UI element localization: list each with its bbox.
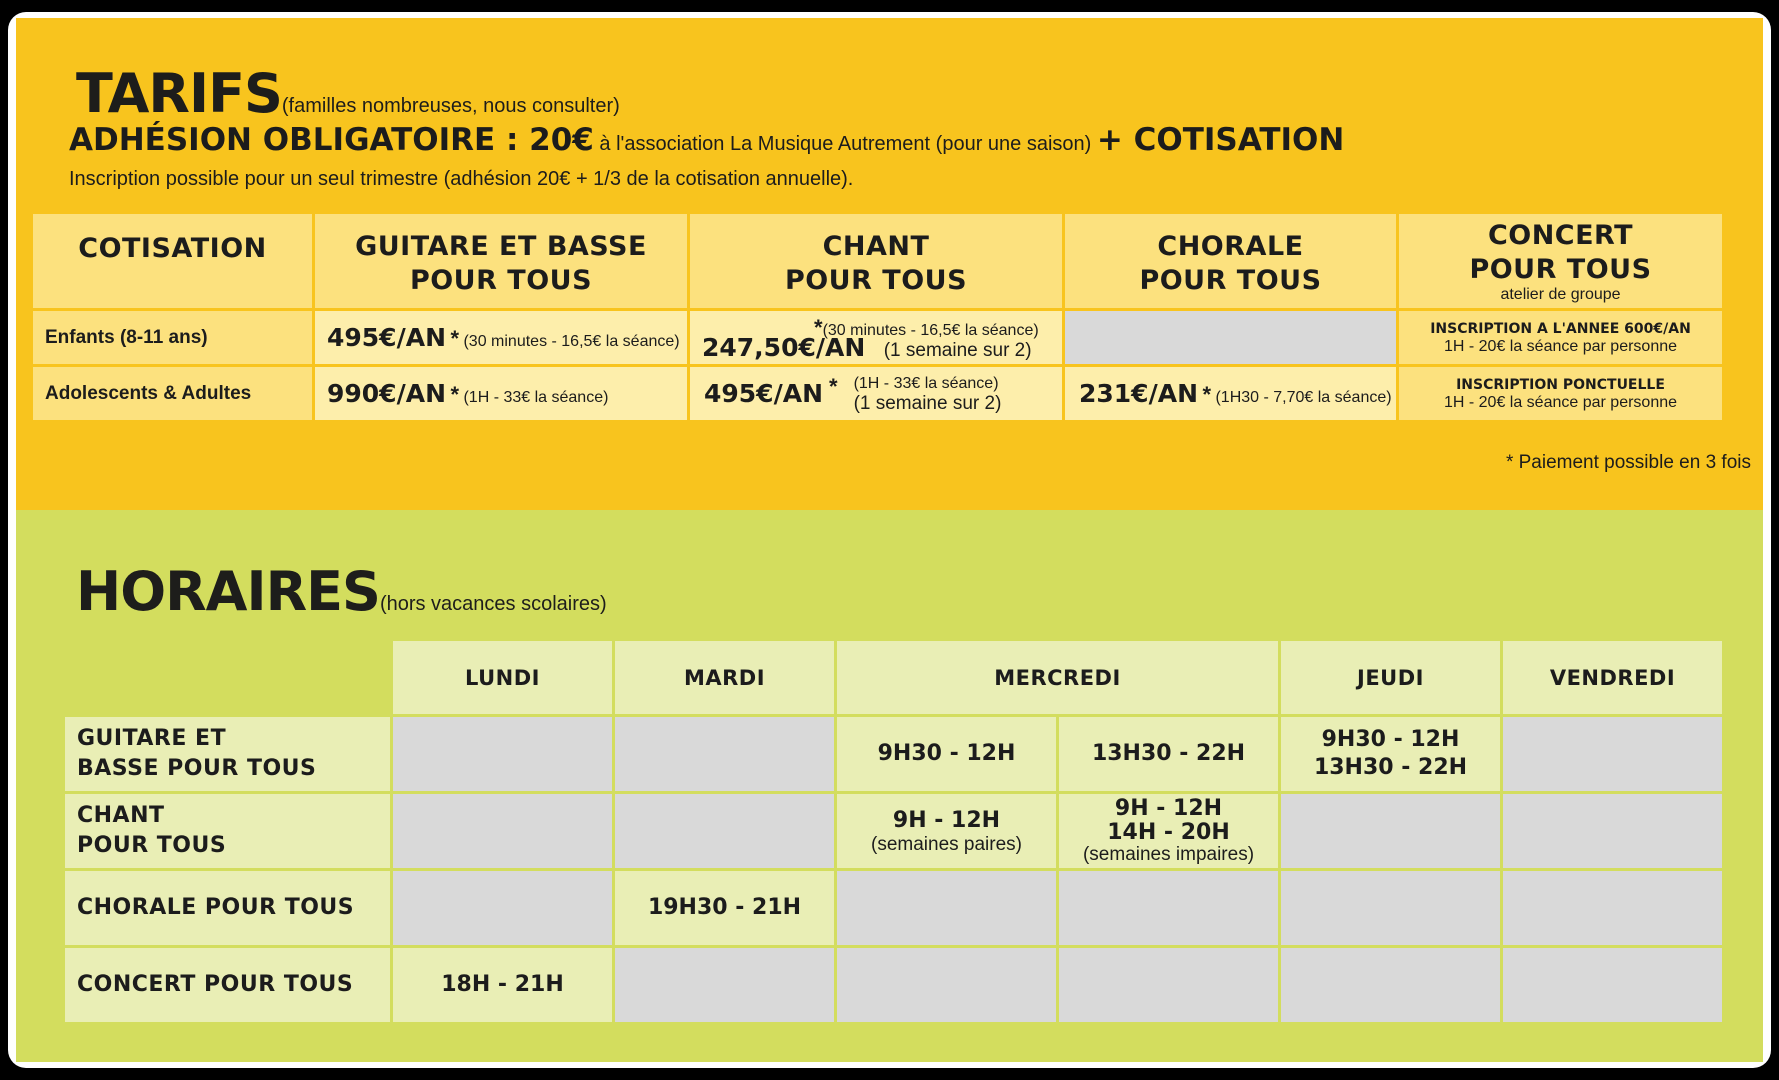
header-chorale-l2: POUR TOUS bbox=[1139, 265, 1322, 296]
horaires-row-chorale bbox=[64, 870, 1724, 947]
row-guitare-label bbox=[64, 716, 392, 793]
adultes-chorale bbox=[1064, 366, 1398, 422]
guitare-mercredi-2: 13H30 - 22H bbox=[1058, 716, 1280, 793]
enfants-chant-star: * bbox=[814, 315, 823, 340]
adultes-concert bbox=[1398, 366, 1724, 422]
guitare-mercredi-1: 9H30 - 12H bbox=[836, 716, 1058, 793]
header-guitare bbox=[314, 213, 689, 310]
enfants-chorale-empty bbox=[1064, 310, 1398, 366]
enfants-chant-unit: /AN bbox=[815, 333, 866, 362]
header-guitare-l1: GUITARE ET BASSE bbox=[355, 231, 647, 262]
chorale-mercredi-2 bbox=[1058, 870, 1280, 947]
row-adultes-label: Adolescents & Adultes bbox=[32, 366, 314, 422]
guitare-vendredi bbox=[1502, 716, 1724, 793]
day-mardi: MARDI bbox=[614, 640, 836, 716]
tarifs-table bbox=[30, 211, 1725, 423]
concert-ponctuelle-label: INSCRIPTION PONCTUELLE bbox=[1456, 376, 1665, 393]
guitare-lundi bbox=[392, 716, 614, 793]
adultes-guitare-unit: /AN bbox=[396, 379, 446, 408]
day-vendredi: VENDREDI bbox=[1502, 640, 1724, 716]
adultes-guitare-price: 990€ bbox=[327, 379, 397, 408]
header-chant-l2: POUR TOUS bbox=[784, 265, 968, 296]
adultes-guitare bbox=[314, 366, 689, 422]
horaires-row-guitare bbox=[64, 716, 1724, 793]
day-lundi: LUNDI bbox=[392, 640, 614, 716]
day-mercredi: MERCREDI bbox=[836, 640, 1280, 716]
adhesion-text: à l'association La Musique Autrement (pour une saison) bbox=[593, 133, 1097, 155]
concert-lundi: 18H - 21H bbox=[392, 947, 614, 1024]
enfants-guitare-unit: /AN bbox=[396, 323, 446, 352]
guitare-jeudi-l2: 13H30 - 22H bbox=[1313, 755, 1468, 780]
row-chant-label bbox=[64, 793, 392, 870]
adultes-chorale-detail: (1H30 - 7,70€ la séance) bbox=[1215, 389, 1392, 406]
header-concert bbox=[1398, 213, 1724, 310]
row-guitare-label-l1: GUITARE ET bbox=[77, 726, 227, 751]
chant-jeudi bbox=[1280, 793, 1502, 870]
header-chant bbox=[689, 213, 1064, 310]
horaires-title-note: (hors vacances scolaires) bbox=[379, 593, 607, 615]
concert-annee-label: INSCRIPTION A L'ANNEE 600€/AN bbox=[1430, 320, 1691, 337]
adhesion-label: ADHÉSION OBLIGATOIRE : 20€ bbox=[69, 122, 594, 158]
chorale-lundi bbox=[392, 870, 614, 947]
horaires-row-chant bbox=[64, 793, 1724, 870]
enfants-guitare-price: 495€ bbox=[327, 323, 397, 352]
concert-annee-detail: 1H - 20€ la séance par personne bbox=[1443, 337, 1678, 355]
adultes-chant-unit: /AN bbox=[773, 379, 823, 408]
horaires-row-concert bbox=[64, 947, 1724, 1024]
chant-mercredi-1-time: 9H - 12H bbox=[892, 808, 1001, 833]
header-concert-sub: atelier de groupe bbox=[1500, 286, 1621, 303]
horaires-title bbox=[76, 560, 607, 623]
row-chant-label-l1: CHANT bbox=[77, 803, 165, 828]
chorale-jeudi bbox=[1280, 870, 1502, 947]
adultes-guitare-detail: (1H - 33€ la séance) bbox=[463, 389, 609, 406]
header-concert-l2: POUR TOUS bbox=[1469, 254, 1652, 285]
header-chant-l1: CHANT bbox=[822, 231, 930, 262]
tarifs-title-note: (familles nombreuses, nous consulter) bbox=[281, 95, 620, 117]
enfants-chant-freq: (1 semaine sur 2) bbox=[883, 340, 1032, 361]
header-cotisation: COTISATION bbox=[32, 213, 314, 310]
adultes-chant-inner bbox=[704, 374, 1062, 414]
adultes-chant-price: 495€ bbox=[704, 379, 774, 408]
enfants-guitare bbox=[314, 310, 689, 366]
adultes-chorale-price: 231€ bbox=[1079, 379, 1149, 408]
row-adultes bbox=[32, 366, 1724, 422]
header-concert-l1: CONCERT bbox=[1487, 220, 1634, 251]
guitare-jeudi bbox=[1280, 716, 1502, 793]
paiement-note: * Paiement possible en 3 fois bbox=[1505, 452, 1751, 473]
row-chorale-label: CHORALE POUR TOUS bbox=[64, 870, 392, 947]
row-enfants-label: Enfants (8-11 ans) bbox=[32, 310, 314, 366]
horaires-header-row bbox=[64, 640, 1724, 716]
enfants-chant-detail: (30 minutes - 16,5€ la séance) bbox=[822, 322, 1039, 339]
tarifs-header-row bbox=[32, 213, 1724, 310]
adultes-guitare-star: * bbox=[450, 382, 460, 407]
chant-vendredi bbox=[1502, 793, 1724, 870]
header-guitare-l2: POUR TOUS bbox=[409, 265, 593, 296]
day-jeudi: JEUDI bbox=[1280, 640, 1502, 716]
row-chant-label-l2: POUR TOUS bbox=[77, 833, 227, 858]
chorale-mercredi-1 bbox=[836, 870, 1058, 947]
adultes-chant bbox=[689, 366, 1064, 422]
row-concert-label: CONCERT POUR TOUS bbox=[64, 947, 392, 1024]
chant-lundi bbox=[392, 793, 614, 870]
enfants-chant bbox=[689, 310, 1064, 366]
concert-mercredi-2 bbox=[1058, 947, 1280, 1024]
chant-mercredi-2 bbox=[1058, 793, 1280, 870]
adultes-chorale-star: * bbox=[1202, 382, 1212, 407]
enfants-guitare-detail: (30 minutes - 16,5€ la séance) bbox=[463, 333, 680, 350]
adultes-chant-detail-block bbox=[854, 374, 1002, 414]
enfants-concert bbox=[1398, 310, 1724, 366]
guitare-jeudi-l1: 9H30 - 12H bbox=[1321, 727, 1460, 752]
chant-mercredi-2-note: (semaines impaires) bbox=[1082, 844, 1255, 865]
horaires-title-text: HORAIRES bbox=[76, 560, 380, 623]
header-chorale-l1: CHORALE bbox=[1157, 231, 1304, 262]
chorale-mardi: 19H30 - 21H bbox=[614, 870, 836, 947]
adultes-chant-detail: (1H - 33€ la séance) bbox=[853, 374, 999, 392]
chorale-vendredi bbox=[1502, 870, 1724, 947]
cotisation-label: + COTISATION bbox=[1096, 122, 1345, 158]
enfants-chant-detail-line bbox=[814, 315, 1039, 341]
adultes-chant-star: * bbox=[829, 373, 838, 399]
horaires-corner bbox=[64, 640, 392, 716]
row-enfants bbox=[32, 310, 1724, 366]
inscription-note: Inscription possible pour un seul trimestre (adhésion 20€ + 1/3 de la cotisation annuelle). bbox=[69, 168, 854, 190]
chant-mardi bbox=[614, 793, 836, 870]
concert-mercredi-1 bbox=[836, 947, 1058, 1024]
adultes-chorale-unit: /AN bbox=[1148, 379, 1198, 408]
concert-vendredi bbox=[1502, 947, 1724, 1024]
chant-mercredi-2-l2: 14H - 20H bbox=[1107, 820, 1230, 845]
adultes-chant-freq: (1 semaine sur 2) bbox=[853, 392, 1002, 414]
tarifs-title-text: TARIFS bbox=[76, 62, 282, 125]
tarifs-title bbox=[76, 62, 620, 125]
header-chorale bbox=[1064, 213, 1398, 310]
adhesion-line bbox=[69, 122, 1344, 158]
chant-mercredi-2-l1: 9H - 12H bbox=[1114, 796, 1223, 821]
concert-jeudi bbox=[1280, 947, 1502, 1024]
concert-ponctuelle-detail: 1H - 20€ la séance par personne bbox=[1443, 393, 1678, 411]
chant-mercredi-1-note: (semaines paires) bbox=[871, 834, 1022, 855]
horaires-table bbox=[62, 638, 1725, 1025]
chant-mercredi-1 bbox=[836, 793, 1058, 870]
enfants-guitare-star: * bbox=[450, 326, 460, 351]
guitare-mardi bbox=[614, 716, 836, 793]
row-guitare-label-l2: BASSE POUR TOUS bbox=[77, 756, 317, 781]
enfants-chant-price: 247,50€ bbox=[702, 333, 816, 362]
concert-mardi bbox=[614, 947, 836, 1024]
